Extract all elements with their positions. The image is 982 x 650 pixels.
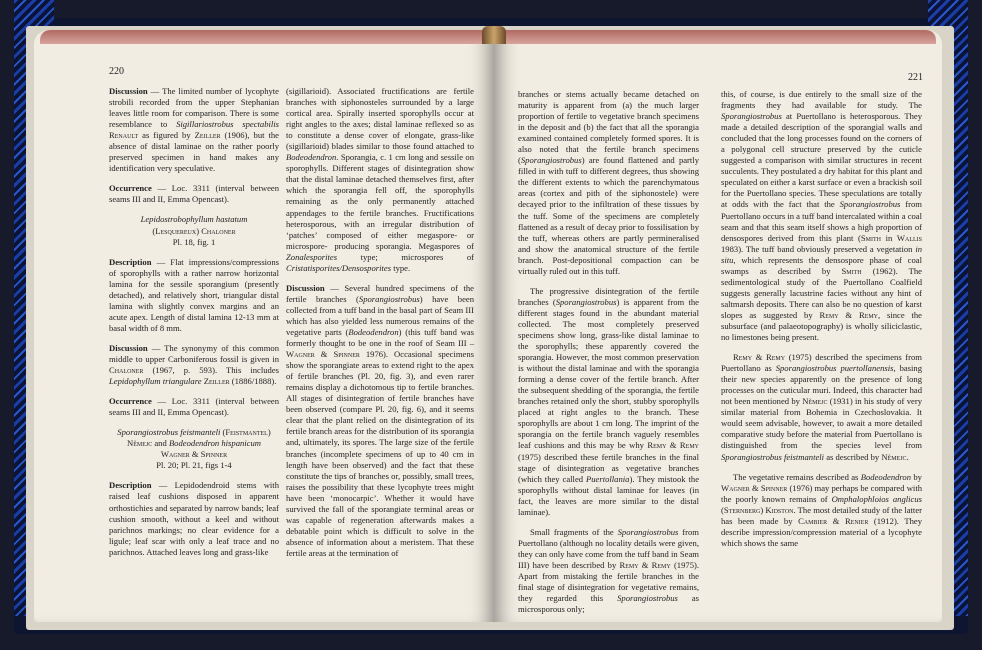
- italic-text: Cristatisporites/Densosporites: [286, 262, 392, 273]
- text-run: from Puertollano occurs in a tuff band intercalated within a coal seam and that this seam itself shows a high proportion of densospores derived from this plant (: [721, 199, 923, 243]
- text-run: (1931) in his study of very similar material from Bohemia in Czechoslovakia. It would seem advisable, however, to await a more detailed comparative study before the material from Puertollano is distinguished from the species level from: [721, 396, 922, 451]
- taxon-title: [109, 427, 279, 471]
- author-name: Wagner: [721, 482, 750, 493]
- text-run: at Puertollano is heterosporous. They made a detailed description of the sporangial walls and concluded that the long processes found on the corners of a polygonal cell structure preserved by the cuticle suggested a comparison with similar structures in recent succulents. They postulated a dry habitat for this plant and speculated on either a karst surface or even a brackish soil for the Puertollano species. These speculations are totally at odds with the fact that the: [721, 111, 922, 210]
- author-name: Zeiller: [203, 376, 230, 387]
- author-name: Spinner: [200, 449, 228, 460]
- text-run: 1983). The tuff band obviously preserved a vegetation: [721, 243, 916, 254]
- taxon-title: [109, 214, 279, 247]
- section-heading: Discussion: [286, 282, 325, 293]
- author-name: Smith: [841, 265, 862, 276]
- author-name: Zeiller: [194, 130, 221, 141]
- paragraph: [721, 89, 922, 343]
- italic-text: Sporangiostrobus: [617, 526, 679, 537]
- italic-text: Sporangiostrobus feistmanteli: [117, 427, 221, 438]
- text-run: as described by: [824, 451, 882, 462]
- italic-text: Lepidostrobophyllum hastatum: [140, 214, 248, 225]
- text-run: — Lepidodendroid stems with raised leaf cushions disposed in apparent orthostichies and separated by narrow bands; leaf cushion smooth, without a keel and without parichnos markings; no clear evidence for a ligule; leaf scar with only a leaf trace and no parichnos. Attached leaves long and grass-like: [109, 480, 279, 557]
- author-name: Sternberg: [723, 504, 761, 515]
- author-name: Chaloner: [109, 365, 144, 376]
- text-run: ) are found flattened and partly filled in with tuff to different degrees, thus showing the different extents to which the parenchymatous areas (cortex and pith of the siphonostele) were decayed prior to the infiltration of these tissues by the tuff. Some of the specimens are completely flattened as a result of decay prior to fossilisation by the tuff, whereas others are partly permineralised and show the anatomical structure of the fertile branch. Post-depositional compaction can be virtually ruled out in this tuff.: [518, 155, 699, 276]
- author-name: Renault: [109, 130, 139, 141]
- text-run: type; microspores of: [337, 251, 474, 262]
- author-name: Němejc: [127, 438, 153, 449]
- right-page-number: 221: [908, 72, 923, 83]
- right-page-column-1: [518, 89, 699, 615]
- author-name: Remy: [679, 440, 699, 451]
- author-name: Remy: [819, 309, 839, 320]
- text-run: Pl. 20; Pl. 21, figs 1-4: [156, 460, 232, 471]
- text-run: branches or stems actually became detached on maturity is apparent from (a) the much larger proportion of fertile to vegetative branch specimens in the deposit and (b) the fact that all the sporangia examined contained completely formed spores. It is also noted that the fertile branch specimens (: [518, 89, 699, 166]
- text-run: The vegetative remains described as: [733, 471, 861, 482]
- author-name: Remy: [858, 309, 879, 320]
- text-run: in: [881, 232, 897, 243]
- author-name: Spinner: [333, 349, 360, 360]
- italic-text: Sporangiostrobus: [721, 111, 782, 122]
- paragraph: [518, 527, 699, 615]
- text-run: Pl. 18, fig. 1: [172, 236, 216, 247]
- author-name: Remy: [733, 352, 753, 363]
- author-name: Remy: [647, 440, 667, 451]
- author-name: Kidston: [765, 504, 794, 515]
- text-run: &: [314, 349, 334, 360]
- text-run: ): [760, 504, 766, 515]
- text-run: (1975) described the specimens from Puertollano as: [721, 352, 922, 374]
- author-name: Remy: [766, 352, 786, 363]
- text-run: &: [638, 559, 652, 570]
- text-run: . Sporangia, c. 1 cm long and sessile on sporophylls. Different stages of disintegration show that the distal laminae detached themselves first, after which the sporangia fell off, the sporophylls remaining as the only permanently attached appendages to the fertile branches. Fructifications heterosporous, with an irregular distribution of ‘patches’ composed of either megaspore- or microspore- producing sporangia. Megaspores of: [286, 152, 474, 251]
- italic-text: Bodeodendron: [286, 152, 337, 163]
- text-run: . The most detailed study of the latter has been made by: [721, 504, 922, 526]
- author-name: Lesquereux: [155, 225, 197, 236]
- text-run: &: [838, 309, 859, 320]
- taxon-title-line: [109, 237, 279, 248]
- author-name: Němejc: [802, 396, 828, 407]
- section-heading: Description: [109, 256, 152, 267]
- author-name: Chaloner: [201, 225, 236, 236]
- text-run: (1975) described these fertile branches in the final stage of disintegration as vegetative branches (which they called: [518, 451, 699, 484]
- taxon-title-line: [109, 449, 279, 460]
- text-run: , since the subsurface (and palaeotopography) is wholly siliciclastic, no limestones being present.: [721, 309, 922, 343]
- text-run: (1967, p. 593). This includes: [143, 365, 279, 376]
- italic-text: Omphalophloios anglicus: [831, 493, 922, 504]
- section-heading: Occurrence: [109, 183, 152, 194]
- text-run: this, of course, is due entirely to the small size of the fragments they had available for study. The: [721, 89, 922, 111]
- text-run: — Flat impressions/compressions of sporophylls with a rather narrow horizontal lamina for the sessile sporangium (presently detached), and relatively short, triangular distal lamina with slightly convex margins and an acute apex. Length of distal lamina 12-13 mm at basal width of 8 mm.: [109, 256, 279, 333]
- italic-text: Puertollania: [586, 473, 630, 484]
- paragraph: [109, 480, 279, 557]
- italic-text: Sporangiostrobus puertollanensis: [775, 363, 894, 374]
- text-run: ) (this tuff band was formerly thought to be one in the roof of Seam III –: [286, 326, 474, 349]
- italic-text: Sporangiostrobus feistmanteli: [721, 451, 825, 462]
- left-page-top-edge: [40, 30, 492, 44]
- text-run: &: [666, 440, 680, 451]
- right-page-column-2: [721, 89, 922, 549]
- text-run: &: [827, 515, 845, 526]
- text-run: (: [152, 225, 156, 236]
- left-page-column-2: [286, 86, 474, 559]
- text-run: (1976) may perhaps be compared with the poorly known remains of: [721, 482, 922, 504]
- paragraph: [109, 183, 279, 205]
- text-run: (: [721, 504, 724, 515]
- text-run: 1976). Occasional specimens show the sporangiate areas to extend right to the apex of fertile branches (Pl. 20, fig. 3), and even rarer remains display a dichotomous tip to fertile branches. All stages of disintegration of fertile branches have been observed (compare Pl. 20, fig. 6), and it seems clear that the plant relied on the disintegration of its fertile branch areas for the distribution of its sporangia and, ultimately, its spores. The large size of the fertile branches (incomplete specimens of up to 40 cm in length have been observed) and the fact that these constitute the tips of branches or, possibly, small trees, raises the possibility that these lycophyte trees might have been ‘monocarpic’. Whether it would have survived the fall of the sporangiate terminal areas or was capable of regeneration afterwards makes a debatable point which is difficult to solve in the absence of information about a meristem. That these fertile areas at the termination of: [286, 349, 475, 558]
- paragraph: [109, 257, 279, 334]
- author-name: Remy: [651, 559, 671, 570]
- paragraph: [109, 343, 279, 387]
- text-run: (1886/1888).: [229, 376, 277, 387]
- taxon-title-line: [109, 226, 279, 237]
- text-run: ): [267, 427, 271, 438]
- text-run: ): [196, 225, 202, 236]
- text-run: (1912). They describe impression/compression material of a lycophyte which shows the same: [721, 515, 922, 548]
- text-run: and: [152, 438, 169, 449]
- text-run: ) is apparent from the different stages found in the abundant material collected. The most completely preserved specimens show long, grass-like distal laminae to the sporophylls; these apparently covered the sporangia. However, the most common preservation is without the distal laminae and with the sporangia forming a dense cover of the fertile branch. After the subsequent shedding of the sporangia, the fertile branches retained only the short, stubby sporophylls placed at right angles to the branch. These sporophylls are about 1 cm long. The imprint of the sporangia on the fertile branch vaguely resembles leaf cushions and this may be why: [518, 296, 699, 451]
- italic-text: Sporangiostrobus: [555, 296, 617, 307]
- taxon-title-line: [109, 460, 279, 471]
- paragraph: [286, 86, 474, 274]
- text-run: — Several hundred specimens of the fertile branches (: [286, 282, 474, 304]
- author-name: Feistmantel: [225, 427, 268, 438]
- text-run: ). They mistook the sporophylls without distal laminae for leaves (in fact, the leaves are more similar to the distal laminae).: [518, 473, 700, 517]
- taxon-title-line: [109, 427, 279, 438]
- text-run: type.: [391, 262, 411, 273]
- text-run: — The synonymy of this common middle to upper Carboniferous fossil is given in: [109, 342, 279, 364]
- text-run: (: [220, 427, 226, 438]
- text-run: — The limited number of lycophyte strobili recorded from the upper Stephanian leaves little room for comparison. There is some resemblance to: [109, 86, 279, 130]
- italic-text: in situ: [721, 243, 922, 265]
- text-run: Small fragments of the: [530, 526, 618, 537]
- right-page-top-edge: [496, 30, 936, 44]
- italic-text: Sporangiostrobus: [839, 199, 901, 210]
- text-run: &: [749, 482, 761, 493]
- section-heading: Description: [109, 480, 152, 491]
- text-run: .: [906, 451, 909, 462]
- paragraph: [518, 286, 699, 518]
- paragraph: [721, 472, 922, 549]
- italic-text: Sporangiostrobus: [358, 293, 420, 304]
- italic-text: Bodeodendron: [860, 471, 912, 482]
- text-run: (1975). Apart from mistaking the fertile branches in the final stage of disintegration for vegetative remains, they regarded this: [518, 559, 700, 604]
- text-run: , basing their new species apparently on the presence of long processes on the cuticular muri. Indeed, this character had not been mentioned by: [721, 363, 923, 407]
- author-name: Spinner: [760, 482, 788, 493]
- text-run: — Loc. 3311 (interval between seams III and II, Emma Opencast).: [109, 183, 279, 205]
- author-name: Němejc: [881, 451, 907, 462]
- italic-text: Sigillariostrobus spectabilis: [176, 119, 279, 130]
- text-run: The progressive disintegration of the fertile branches (: [518, 285, 699, 307]
- text-run: &: [752, 352, 766, 363]
- paragraph: [286, 283, 474, 559]
- taxon-title-line: [109, 214, 279, 225]
- author-name: Remy: [619, 559, 639, 570]
- text-run: (sigillarioid). Associated fructifications are fertile branches with siphonosteles surrounded by a large cortical area. Spirally inserted sporophylls occur at right angles to the axes; distal laminae reflexed so as to constitute a dense cover of elongate, grass-like (sigillarioid) blades similar to those found attached to: [286, 86, 474, 152]
- left-page-number: 220: [109, 66, 124, 77]
- paragraph: [109, 396, 279, 418]
- paragraph: [518, 89, 699, 277]
- paragraph: [109, 86, 279, 174]
- italic-text: Sporangiostrobus: [617, 593, 678, 604]
- author-name: Smith: [860, 232, 882, 243]
- italic-text: Bodeodendron hispanicum: [168, 438, 261, 449]
- section-heading: Discussion: [109, 86, 148, 96]
- taxon-title-line: [109, 438, 279, 449]
- author-name: Cambier: [798, 515, 828, 526]
- text-run: from Puertollano (although no locality details were given, they can only have come from the tuff band in Seam III) have been described by: [518, 526, 699, 570]
- italic-text: Sporangiostrobus: [520, 155, 582, 166]
- text-run: by: [911, 471, 922, 482]
- author-name: Wagner: [160, 449, 190, 460]
- text-run: ) have been collected from a tuff band in the basal part of Seam III which has also yielded less numerous remains of the vegetative parts (: [286, 293, 475, 337]
- author-name: Wagner: [286, 349, 315, 360]
- italic-text: Bodeodendron: [348, 326, 399, 337]
- text-run: (1906), but the absence of distal laminae on the rather poorly preserved specimen in hand makes any identification very speculative.: [109, 130, 279, 174]
- author-name: Renier: [844, 515, 869, 526]
- text-run: — Loc. 3311 (interval between seams III and II, Emma Opencast).: [109, 396, 279, 418]
- book-spine: [482, 26, 506, 44]
- author-name: Wallis: [896, 232, 923, 243]
- text-run: (1962). The sedimentological study of the Puertollano Coalfield suggests generally lacustrine facies without any hint of saltmarsh deposits. There can also be no question of karst slopes as suggested by: [721, 265, 922, 320]
- italic-text: Zonalesporites: [286, 251, 338, 262]
- paragraph: [721, 352, 922, 462]
- text-run: as microsporous only;: [518, 593, 700, 615]
- text-run: , which represents the densospore phase of coal swamps as described by: [721, 254, 922, 276]
- italic-text: Lepidophyllum triangulare: [109, 376, 202, 387]
- section-heading: Discussion: [109, 342, 148, 353]
- text-run: &: [189, 449, 201, 460]
- text-run: as figured by: [138, 130, 195, 141]
- left-page-column-1: [109, 86, 279, 558]
- section-heading: Occurrence: [109, 396, 152, 407]
